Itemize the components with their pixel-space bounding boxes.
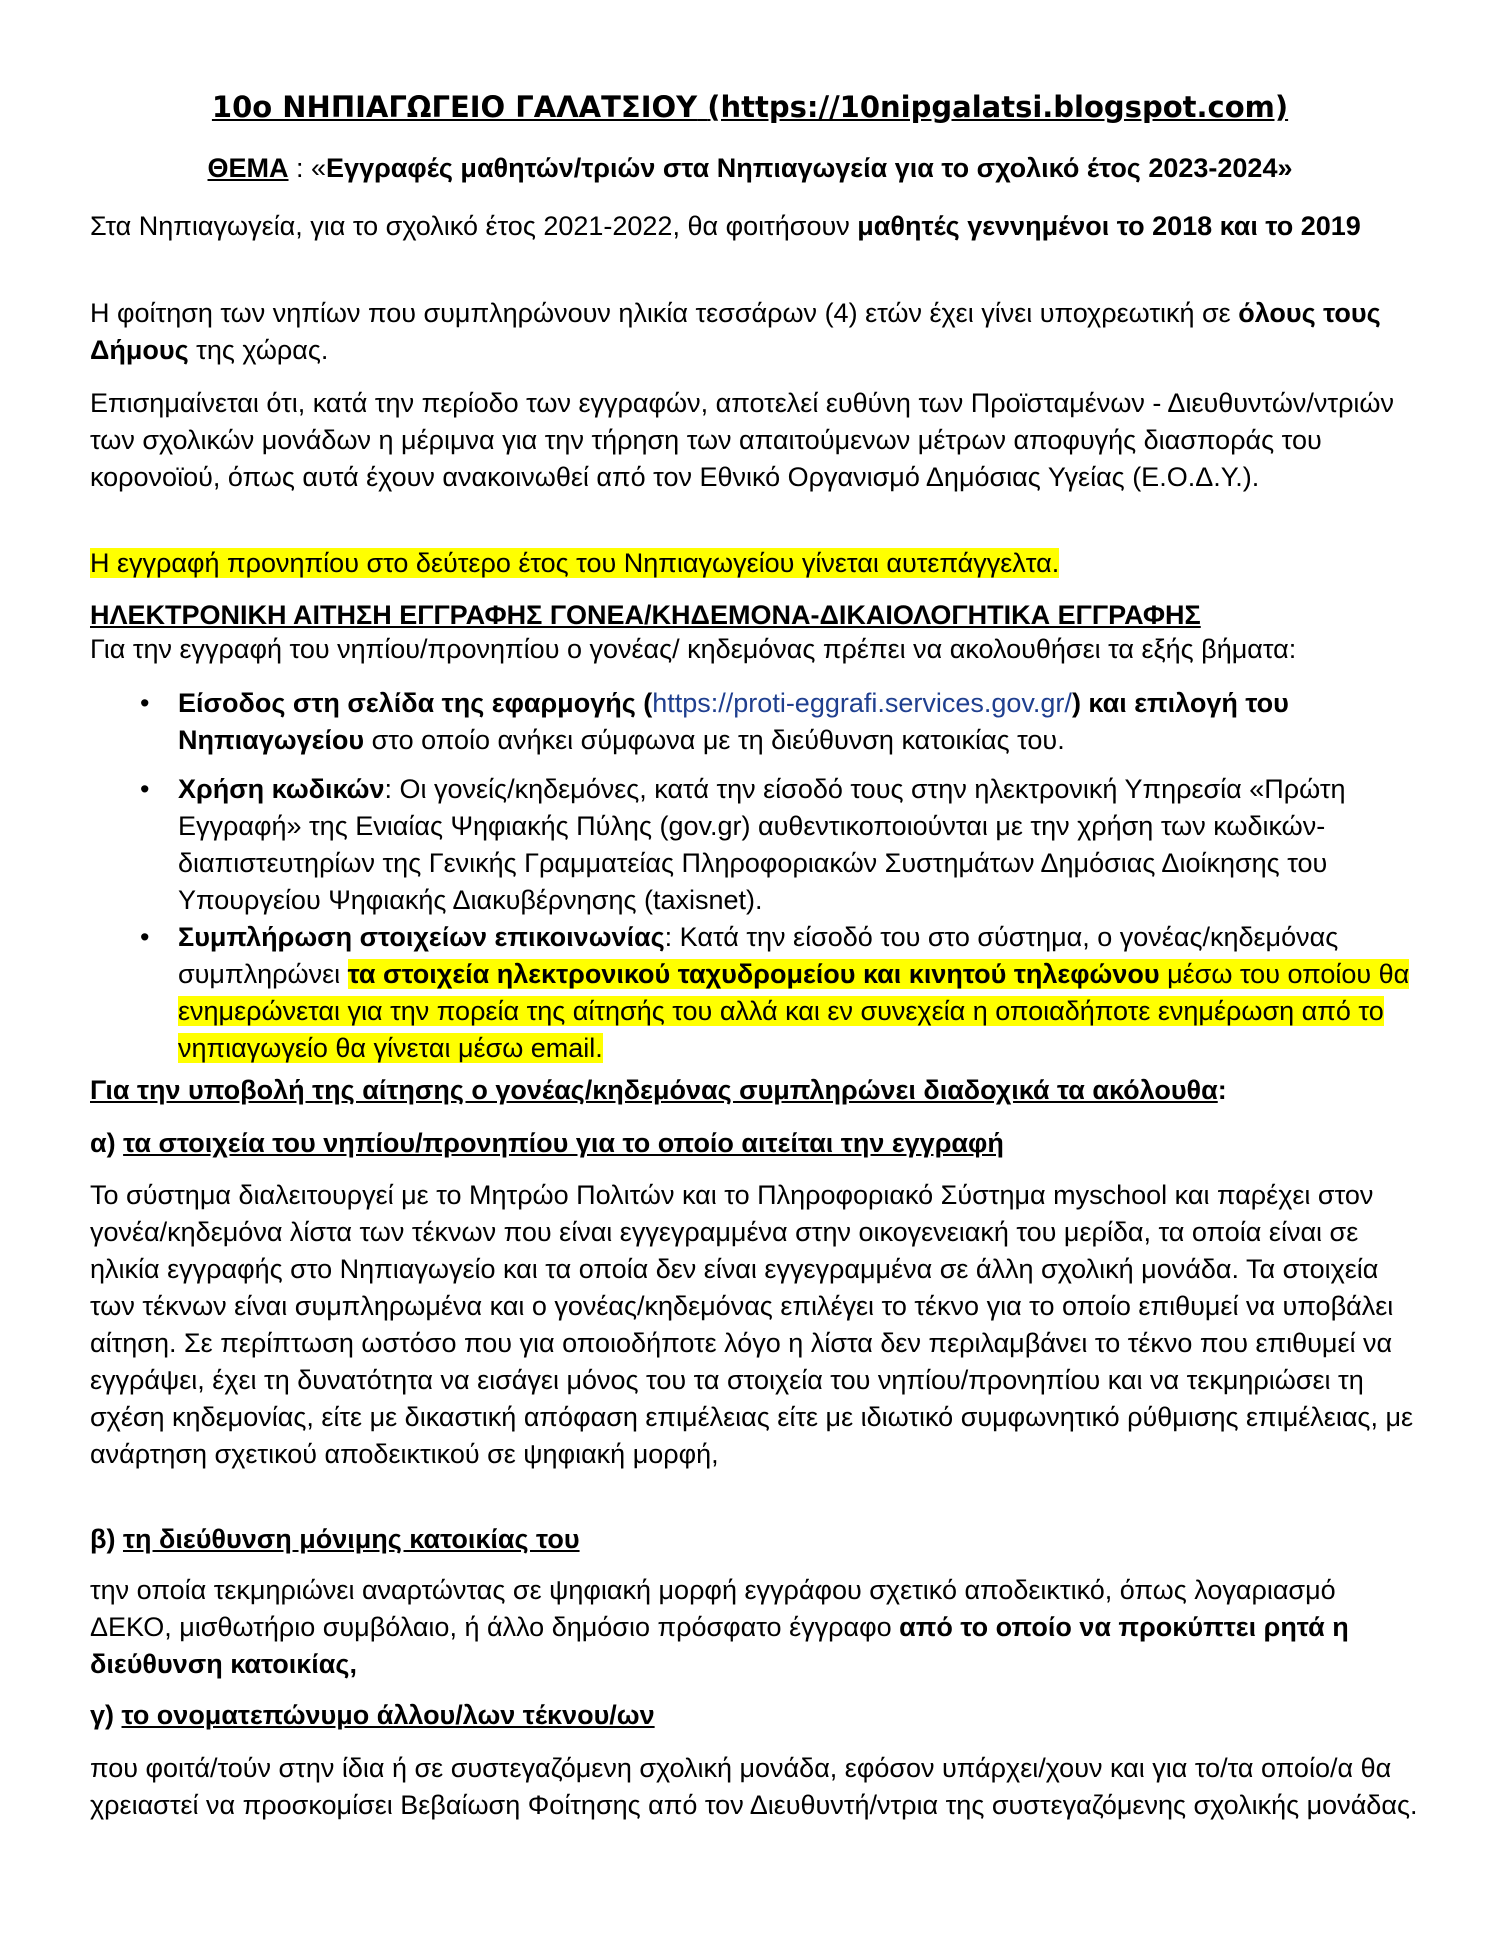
step-1-text: στο οποίο ανήκει σύμφωνα με τη διεύθυνση κατοικίας του. xyxy=(364,725,1065,755)
section-heading-submission xyxy=(90,1072,1420,1109)
step-1-bold-a: Είσοδος στη σελίδα της εφαρμογής ( xyxy=(178,688,653,718)
submission-heading-text: Για την υποβολή της αίτησης ο γονέας/κηδεμόνας συμπληρώνει διαδοχικά τα ακόλουθα xyxy=(90,1075,1218,1105)
item-a-prefix: α) xyxy=(90,1128,124,1158)
step-1 xyxy=(178,685,1428,759)
step-3-bold: Συμπλήρωση στοιχείων επικοινωνίας xyxy=(178,922,665,952)
step-3-text: : Κατά την είσοδό του στο σύστημα, ο γονέας/κηδεμόνας συμπληρώνει xyxy=(178,922,1339,989)
intro-paragraph-2 xyxy=(90,295,1420,369)
intro-p2-text-a: Η φοίτηση των νηπίων που συμπληρώνουν ηλικία τεσσάρων (4) ετών έχει γίνει υποχρεωτική σε xyxy=(90,298,1239,328)
school-name: 10ο ΝΗΠΙΑΓΩΓΕΙΟ ΓΑΛΑΤΣΙΟΥ xyxy=(211,90,698,124)
intro-paragraph-4 xyxy=(90,545,1420,582)
item-b-prefix: β) xyxy=(90,1524,123,1554)
section-heading-application: ΗΛΕΚΤΡΟΝΙΚΗ ΑΙΤΗΣΗ ΕΓΓΡΑΦΗΣ ΓΟΝΕΑ/ΚΗΔΕΜΟΝΑ-ΔΙΚΑΙΟΛΟΓΗΤΙΚΑ ΕΓΓΡΑΦΗΣ xyxy=(90,600,1201,630)
intro-p2-text-b: της χώρας. xyxy=(188,335,329,365)
intro-p2-bold: όλους τους Δήμους xyxy=(90,298,1381,365)
intro-paragraph-1 xyxy=(90,208,1420,245)
step-2-text: : Οι γονείς/κηδεμόνες, κατά την είσοδό τους στην ηλεκτρονική Υπηρεσία «Πρώτη Εγγραφή» της Ενιαίας Ψηφιακής Πύλης (gov.gr) αυθεντικοποιούνται με την χρήση των κωδικών-διαπιστευτηρίων της Γενικής Γραμματείας Πληροφοριακών Συστημάτων Δημόσιας Διοίκησης του Υπουργείου Ψηφιακής Διακυβέρνησης (taxisnet). xyxy=(178,774,1346,915)
subject-text: Εγγραφές μαθητών/τριών στα Νηπιαγωγεία για το σχολικό έτος 2023-2024» xyxy=(326,153,1293,183)
page-title xyxy=(0,89,1500,126)
item-b-text-bold: από το οποίο να προκύπτει ρητά η διεύθυνση κατοικίας, xyxy=(90,1612,1349,1679)
item-b-text-normal: την οποία τεκμηριώνει αναρτώντας σε ψηφιακή μορφή εγγράφου σχετικό αποδεικτικό, όπως λογαριασμό ΔΕΚΟ, μισθωτήριο συμβόλαιο, ή άλλο δημόσιο πρόσφατο έγγραφο xyxy=(90,1575,1336,1642)
item-a-heading xyxy=(90,1125,1420,1162)
highlighted-notice: Η εγγραφή προνηπίου στο δεύτερο έτος του Νηπιαγωγείου γίνεται αυτεπάγγελτα. xyxy=(90,548,1060,578)
item-c-text: που φοιτά/τούν στην ίδια ή σε συστεγαζόμενη σχολική μονάδα, εφόσον υπάρχει/χουν και για το/τα οποίο/α θα χρειαστεί να προσκομίσει Βεβαίωση Φοίτησης από τον Διευθυντή/ντρια της συστεγαζόμενης σχολικής μονάδας. xyxy=(90,1753,1418,1820)
intro-paragraph-3: Επισημαίνεται ότι, κατά την περίοδο των εγγραφών, αποτελεί ευθύνη των Προϊσταμένων - Διευθυντών/ντριών των σχολικών μονάδων η μέριμνα για την τήρηση των απαιτούμενων μέτρων αποφυγής διασποράς του κορονοϊού, όπως αυτά έχουν ανακοινωθεί από τον Εθνικό Οργανισμό Δημόσιας Υγείας (Ε.Ο.Δ.Υ.). xyxy=(90,388,1395,492)
subject-sep: : « xyxy=(288,153,327,183)
step-2 xyxy=(178,771,1428,919)
intro-p1-text: Στα Νηπιαγωγεία, για το σχολικό έτος 2021-2022, θα φοιτήσουν xyxy=(90,211,858,241)
step-1-bold-b: ) και επιλογή του Νηπιαγωγείου xyxy=(178,688,1289,755)
bullet-icon: • xyxy=(140,774,150,804)
registration-link[interactable]: https://proti-eggrafi.services.gov.gr/ xyxy=(652,688,1072,718)
item-b-title: τη διεύθυνση μόνιμης κατοικίας του xyxy=(122,1524,580,1554)
submission-heading-colon: : xyxy=(1217,1075,1227,1105)
subject-line xyxy=(0,150,1500,187)
bullet-icon: • xyxy=(140,922,150,952)
item-c-title: το ονοματεπώνυμο άλλου/λων τέκνου/ων xyxy=(121,1700,655,1730)
step-3 xyxy=(178,919,1428,1067)
item-a-title: τα στοιχεία του νηπίου/προνηπίου για το οποίο αιτείται την εγγραφή xyxy=(123,1128,1004,1158)
intro-p1-bold: μαθητές γεννημένοι το 2018 και το 2019 xyxy=(857,211,1361,241)
item-c-heading xyxy=(90,1697,1420,1734)
step-3-highlight-bold: τα στοιχεία ηλεκτρονικού ταχυδρομείου και κινητού τηλεφώνου xyxy=(347,959,1160,989)
subject-label: ΘΕΜΑ xyxy=(207,153,289,183)
bullet-icon: • xyxy=(140,688,150,718)
item-b-text xyxy=(90,1572,1420,1683)
school-url[interactable]: (https://10nipgalatsi.blogspot.com) xyxy=(707,90,1289,124)
step-2-bold: Χρήση κωδικών xyxy=(178,774,385,804)
section-lead: Για την εγγραφή του νηπίου/προνηπίου ο γονέας/ κηδεμόνας πρέπει να ακολουθήσει τα εξής βήματα: xyxy=(90,634,1297,664)
item-c-prefix: γ) xyxy=(90,1700,122,1730)
item-b-heading xyxy=(90,1521,1420,1558)
item-a-text: Το σύστημα διαλειτουργεί με το Μητρώο Πολιτών και το Πληροφοριακό Σύστημα myschool και παρέχει στον γονέα/κηδεμόνα λίστα των τέκνων που είναι εγγεγραμμένα στην οικογενειακή του μερίδα, τα οποία είναι σε ηλικία εγγραφής στο Νηπιαγωγείο και τα οποία δεν είναι εγγεγραμμένα σε άλλη σχολική μονάδα. Τα στοιχεία των τέκνων είναι συμπληρωμένα και ο γονέας/κηδεμόνας επιλέγει το τέκνο για το οποίο επιθυμεί να υποβάλει αίτηση. Σε περίπτωση ωστόσο που για οποιοδήποτε λόγο η λίστα δεν περιλαμβάνει το τέκνο που επιθυμεί να εγγράψει, έχει τη δυνατότητα να εισάγει μόνος του τα στοιχεία του νηπίου/προνηπίου και να τεκμηριώσει τη σχέση κηδεμονίας, είτε με δικαστική απόφαση επιμέλειας είτε με ιδιωτικό συμφωνητικό ρύθμισης επιμέλειας, με ανάρτηση σχετικού αποδεικτικού σε ψηφιακή μορφή, xyxy=(90,1180,1414,1469)
step-3-highlight-text: μέσω του οποίου θα ενημερώνεται για την πορεία της αίτησής του αλλά και εν συνεχεία η οποιαδήποτε ενημέρωση από το νηπιαγωγείο θα γίνεται μέσω email. xyxy=(178,959,1410,1063)
